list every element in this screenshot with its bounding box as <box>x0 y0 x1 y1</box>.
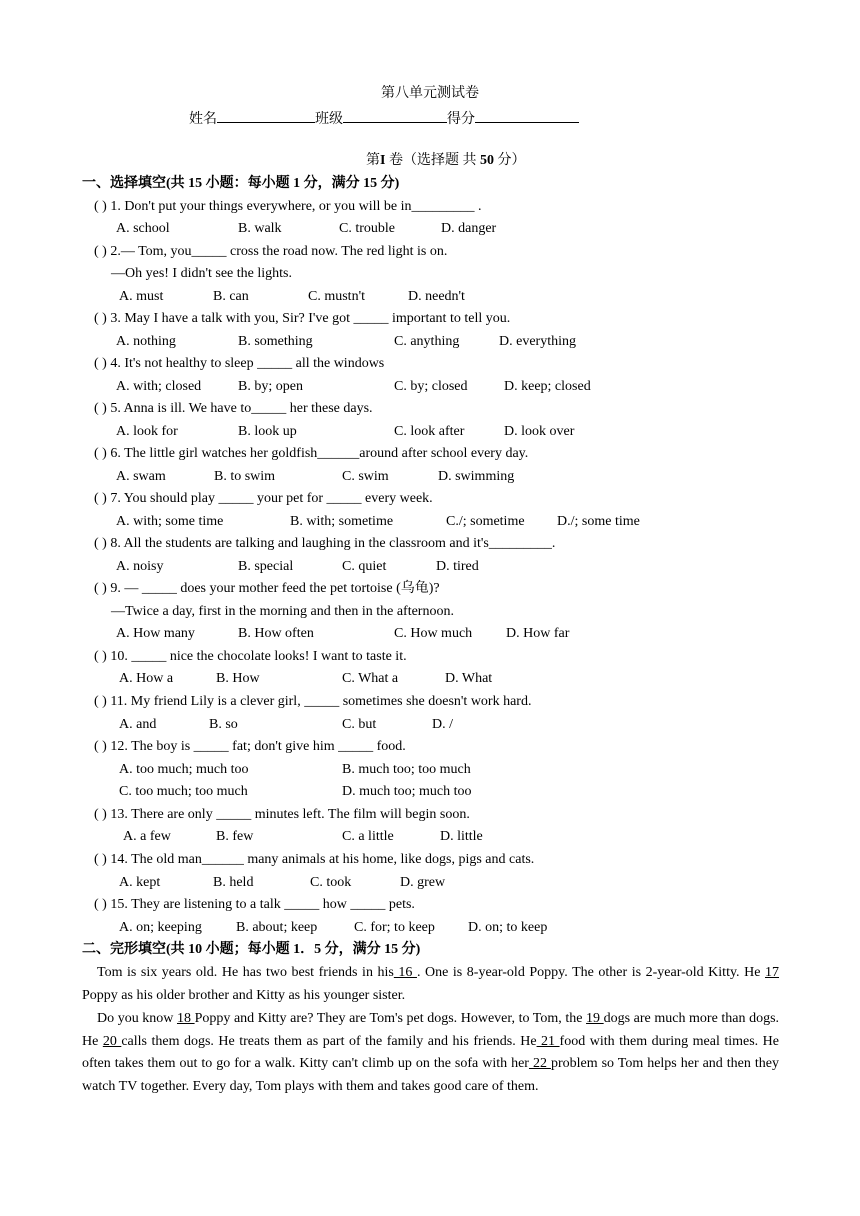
passage-text: dogs are much more than dogs. He <box>82 1011 780 1049</box>
question-8: ( ) 8. All the students are talking and laughing in the classroom and it's_________. <box>94 536 556 551</box>
question-2-reply: —Oh yes! I didn't see the lights. <box>111 266 292 281</box>
q9-option-c[interactable]: C. How much <box>394 626 473 641</box>
q10-option-d[interactable]: D. What <box>445 671 493 686</box>
q11-option-b[interactable]: B. so <box>209 717 238 732</box>
q1-option-d[interactable]: D. danger <box>441 221 497 236</box>
score-blank[interactable] <box>475 108 579 123</box>
passage-text: Do you know <box>97 1011 177 1026</box>
section-heading-points: 50 <box>479 153 494 168</box>
q3-option-d[interactable]: D. everything <box>499 334 576 349</box>
q1-option-c[interactable]: C. trouble <box>339 221 395 236</box>
cloze-blank-18[interactable]: 18 <box>176 1011 195 1026</box>
q11-option-d[interactable]: D. / <box>432 717 453 732</box>
q13-option-a[interactable]: A. a few <box>123 829 171 844</box>
q2-option-b[interactable]: B. can <box>213 289 249 304</box>
q4-option-b[interactable]: B. by; open <box>238 379 303 394</box>
q13-option-c[interactable]: C. a little <box>342 829 394 844</box>
q3-option-b[interactable]: B. something <box>238 334 313 349</box>
q2-option-d[interactable]: D. needn't <box>408 289 465 304</box>
passage-text: food with them during meal times. He often takes them out to go for a walk. Kitty can't climb up on the sofa with her <box>82 1033 779 1071</box>
question-11: ( ) 11. My friend Lily is a clever girl, _____ sometimes she doesn't work hard. <box>94 694 532 709</box>
question-5: ( ) 5. Anna is ill. We have to_____ her these days. <box>94 401 373 416</box>
q14-option-a[interactable]: A. kept <box>119 875 161 890</box>
q9-option-b[interactable]: B. How often <box>238 626 314 641</box>
question-3: ( ) 3. May I have a talk with you, Sir? I've got _____ important to tell you. <box>94 311 511 326</box>
question-1: ( ) 1. Don't put your things everywhere, or you will be in_________ . <box>94 199 482 214</box>
question-14: ( ) 14. The old man______ many animals at his home, like dogs, pigs and cats. <box>94 852 535 867</box>
section-heading-prefix: 第 <box>366 153 380 168</box>
page-title: 第八单元测试卷 <box>381 86 479 101</box>
q13-option-b[interactable]: B. few <box>216 829 254 844</box>
class-label: 班级 <box>315 112 343 127</box>
q15-option-d[interactable]: D. on; to keep <box>468 920 548 935</box>
q11-option-c[interactable]: C. but <box>342 717 377 732</box>
q5-option-b[interactable]: B. look up <box>238 424 297 439</box>
passage-text: calls them dogs. He treats them as part of the family and his friends. He <box>121 1033 537 1049</box>
q14-option-c[interactable]: C. took <box>310 875 352 890</box>
q8-option-c[interactable]: C. quiet <box>342 559 387 574</box>
passage-text: Poppy and Kitty are? They are Tom's pet dogs. However, to Tom, the <box>194 1011 587 1026</box>
question-9: ( ) 9. — _____ does your mother feed the pet tortoise (乌龟)? <box>94 581 440 596</box>
q12-option-d[interactable]: D. much too; much too <box>342 784 472 799</box>
q6-option-a[interactable]: A. swam <box>116 469 166 484</box>
part1-heading: 一、选择填空(共 15 小题：每小题 1 分，满分 15 分) <box>82 176 400 191</box>
part2-heading: 二、完形填空(共 10 小题；每小题 1．5 分，满分 15 分) <box>82 942 421 957</box>
q13-option-d[interactable]: D. little <box>440 829 483 844</box>
q8-option-b[interactable]: B. special <box>238 559 294 574</box>
q2-option-a[interactable]: A. must <box>119 289 164 304</box>
cloze-blank-17[interactable]: 17 <box>765 965 779 980</box>
question-13: ( ) 13. There are only _____ minutes left. The film will begin soon. <box>94 807 470 822</box>
q11-option-a[interactable]: A. and <box>119 717 157 732</box>
q6-option-b[interactable]: B. to swim <box>214 469 276 484</box>
q3-option-c[interactable]: C. anything <box>394 334 460 349</box>
section-heading-suffix: 分） <box>493 153 526 168</box>
q9-option-a[interactable]: A. How many <box>116 626 195 641</box>
q14-option-d[interactable]: D. grew <box>400 875 446 890</box>
passage-text: . One is 8-year-old Poppy. The other is 2-year-old Kitty. He <box>416 965 765 980</box>
q2-option-c[interactable]: C. mustn't <box>308 289 365 304</box>
q12-option-c[interactable]: C. too much; too much <box>119 784 248 799</box>
q7-option-b[interactable]: B. with; sometime <box>290 514 394 529</box>
q7-option-a[interactable]: A. with; some time <box>116 514 224 529</box>
passage-text: Tom is six years old. He has two best friends in his <box>97 965 394 980</box>
q6-option-d[interactable]: D. swimming <box>438 469 515 484</box>
score-label: 得分 <box>447 112 475 127</box>
cloze-blank-16[interactable]: 16 <box>393 965 417 980</box>
section-heading-volume: I <box>380 153 386 168</box>
q10-option-a[interactable]: A. How a <box>119 671 174 686</box>
q1-option-b[interactable]: B. walk <box>238 221 282 236</box>
q6-option-c[interactable]: C. swim <box>342 469 389 484</box>
q15-option-a[interactable]: A. on; keeping <box>119 920 202 935</box>
question-10: ( ) 10. _____ nice the chocolate looks! I want to taste it. <box>94 649 407 664</box>
cloze-paragraph-2 <box>82 1008 779 1098</box>
q7-option-d[interactable]: D./; some time <box>557 514 640 529</box>
q12-option-a[interactable]: A. too much; much too <box>119 762 249 777</box>
q5-option-a[interactable]: A. look for <box>116 424 178 439</box>
question-4: ( ) 4. It's not healthy to sleep _____ all the windows <box>94 356 385 371</box>
passage-text: Poppy as his older brother and Kitty as his younger sister. <box>82 987 406 1003</box>
cloze-blank-22[interactable]: 22 <box>528 1056 551 1071</box>
question-7: ( ) 7. You should play _____ your pet for _____ every week. <box>94 491 433 506</box>
q5-option-d[interactable]: D. look over <box>504 424 575 439</box>
question-15: ( ) 15. They are listening to a talk _____ how _____ pets. <box>94 897 415 912</box>
class-blank[interactable] <box>343 108 447 123</box>
q12-option-b[interactable]: B. much too; too much <box>342 762 471 777</box>
q4-option-c[interactable]: C. by; closed <box>394 379 468 394</box>
section-heading <box>366 152 525 170</box>
q8-option-a[interactable]: A. noisy <box>116 559 164 574</box>
question-12: ( ) 12. The boy is _____ fat; don't give him _____ food. <box>94 739 406 754</box>
student-info-line <box>189 108 579 129</box>
q5-option-c[interactable]: C. look after <box>394 424 465 439</box>
cloze-blank-20[interactable]: 20 <box>102 1033 122 1049</box>
q1-option-a[interactable]: A. school <box>116 221 170 236</box>
q9-option-d[interactable]: D. How far <box>506 626 570 641</box>
q10-option-c[interactable]: C. What a <box>342 671 399 686</box>
q10-option-b[interactable]: B. How <box>216 671 260 686</box>
name-label: 姓名 <box>189 112 217 127</box>
q4-option-d[interactable]: D. keep; closed <box>504 379 591 394</box>
passage-text: problem so Tom helps her and then they watch TV together. Every day, Tom plays with them and takes good care of them. <box>82 1056 779 1094</box>
question-2: ( ) 2.— Tom, you_____ cross the road now. The red light is on. <box>94 244 448 259</box>
name-blank[interactable] <box>217 108 315 123</box>
cloze-blank-21[interactable]: 21 <box>536 1033 560 1049</box>
cloze-paragraph-1 <box>82 962 779 1007</box>
q4-option-a[interactable]: A. with; closed <box>116 379 202 394</box>
question-6: ( ) 6. The little girl watches her goldfish______around after school every day. <box>94 446 529 461</box>
q15-option-c[interactable]: C. for; to keep <box>354 920 435 935</box>
question-9-reply: —Twice a day, first in the morning and then in the afternoon. <box>111 604 454 619</box>
q14-option-b[interactable]: B. held <box>213 875 254 890</box>
q8-option-d[interactable]: D. tired <box>436 559 479 574</box>
section-heading-mid: 卷（选择题 共 <box>385 153 480 168</box>
cloze-blank-19[interactable]: 19 <box>586 1011 604 1026</box>
q7-option-c[interactable]: C./; sometime <box>446 514 525 529</box>
q3-option-a[interactable]: A. nothing <box>116 334 176 349</box>
q15-option-b[interactable]: B. about; keep <box>236 920 318 935</box>
